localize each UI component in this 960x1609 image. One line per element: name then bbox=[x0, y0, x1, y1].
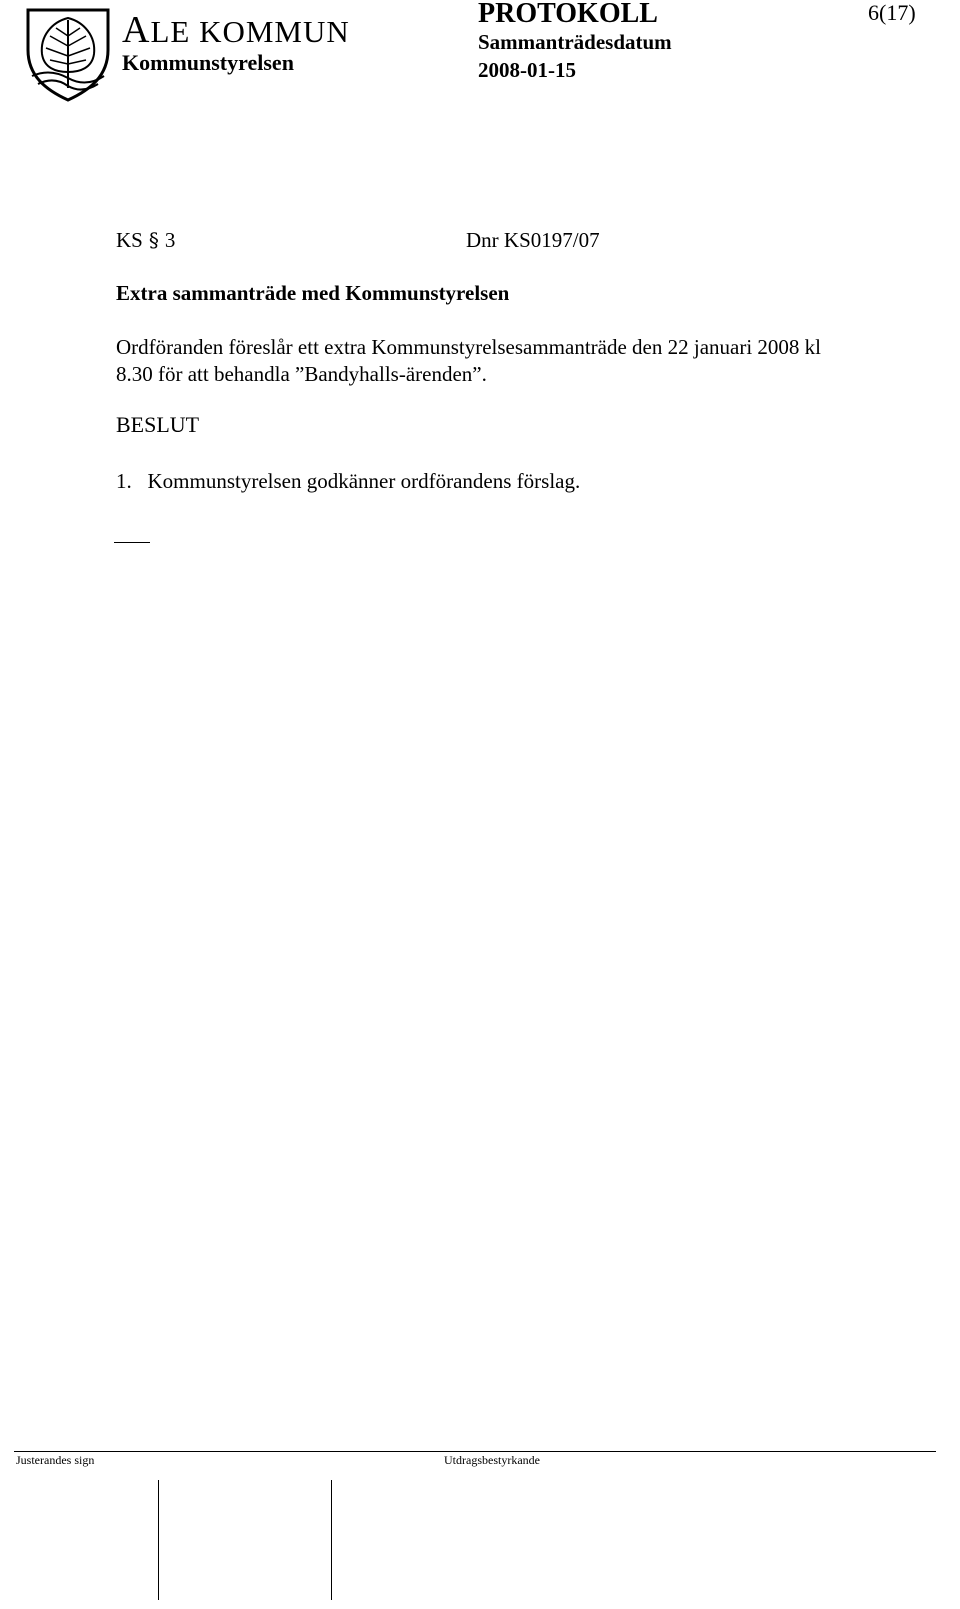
organization-name-rest: LE KOMMUN bbox=[150, 14, 350, 49]
decision-heading: BESLUT bbox=[116, 412, 200, 437]
diary-number: Dnr KS0197/07 bbox=[466, 228, 600, 252]
end-of-section-divider bbox=[114, 542, 150, 543]
footer-divider bbox=[14, 1451, 936, 1452]
decision-item-number: 1. bbox=[116, 469, 132, 493]
proposal-text-line-1: Ordföranden föreslår ett extra Kommunstyrelsesammanträde den 22 januari 2008 kl bbox=[116, 335, 822, 359]
signature-box-divider bbox=[331, 1480, 332, 1600]
adjuster-signature-label: Justerandes sign bbox=[16, 1453, 95, 1467]
section-number: 3 bbox=[164, 228, 176, 252]
meeting-date-value: 2008-01-15 bbox=[478, 58, 576, 82]
document-type: PROTOKOLL bbox=[478, 0, 658, 29]
organization-unit: Kommunstyrelsen bbox=[122, 50, 294, 75]
meeting-date-label: Sammanträdesdatum bbox=[478, 30, 672, 54]
section-symbol: § bbox=[148, 228, 159, 252]
section-identifier bbox=[116, 228, 175, 253]
section-prefix: KS bbox=[116, 228, 143, 252]
organization-name bbox=[122, 8, 350, 52]
section-subject-heading: Extra sammanträde med Kommunstyrelsen bbox=[116, 281, 510, 305]
signature-box-divider bbox=[158, 1480, 159, 1600]
decision-item-text: Kommunstyrelsen godkänner ordförandens förslag. bbox=[147, 469, 581, 493]
proposal-text-line-2: 8.30 för att behandla ”Bandyhalls-ärenden”. bbox=[116, 362, 487, 386]
decision-item bbox=[116, 469, 580, 494]
organization-name-initial: A bbox=[122, 9, 151, 51]
extract-certification-label: Utdragsbestyrkande bbox=[444, 1453, 540, 1467]
page-number: 6(17) bbox=[868, 0, 916, 25]
municipal-crest-logo bbox=[24, 6, 112, 102]
